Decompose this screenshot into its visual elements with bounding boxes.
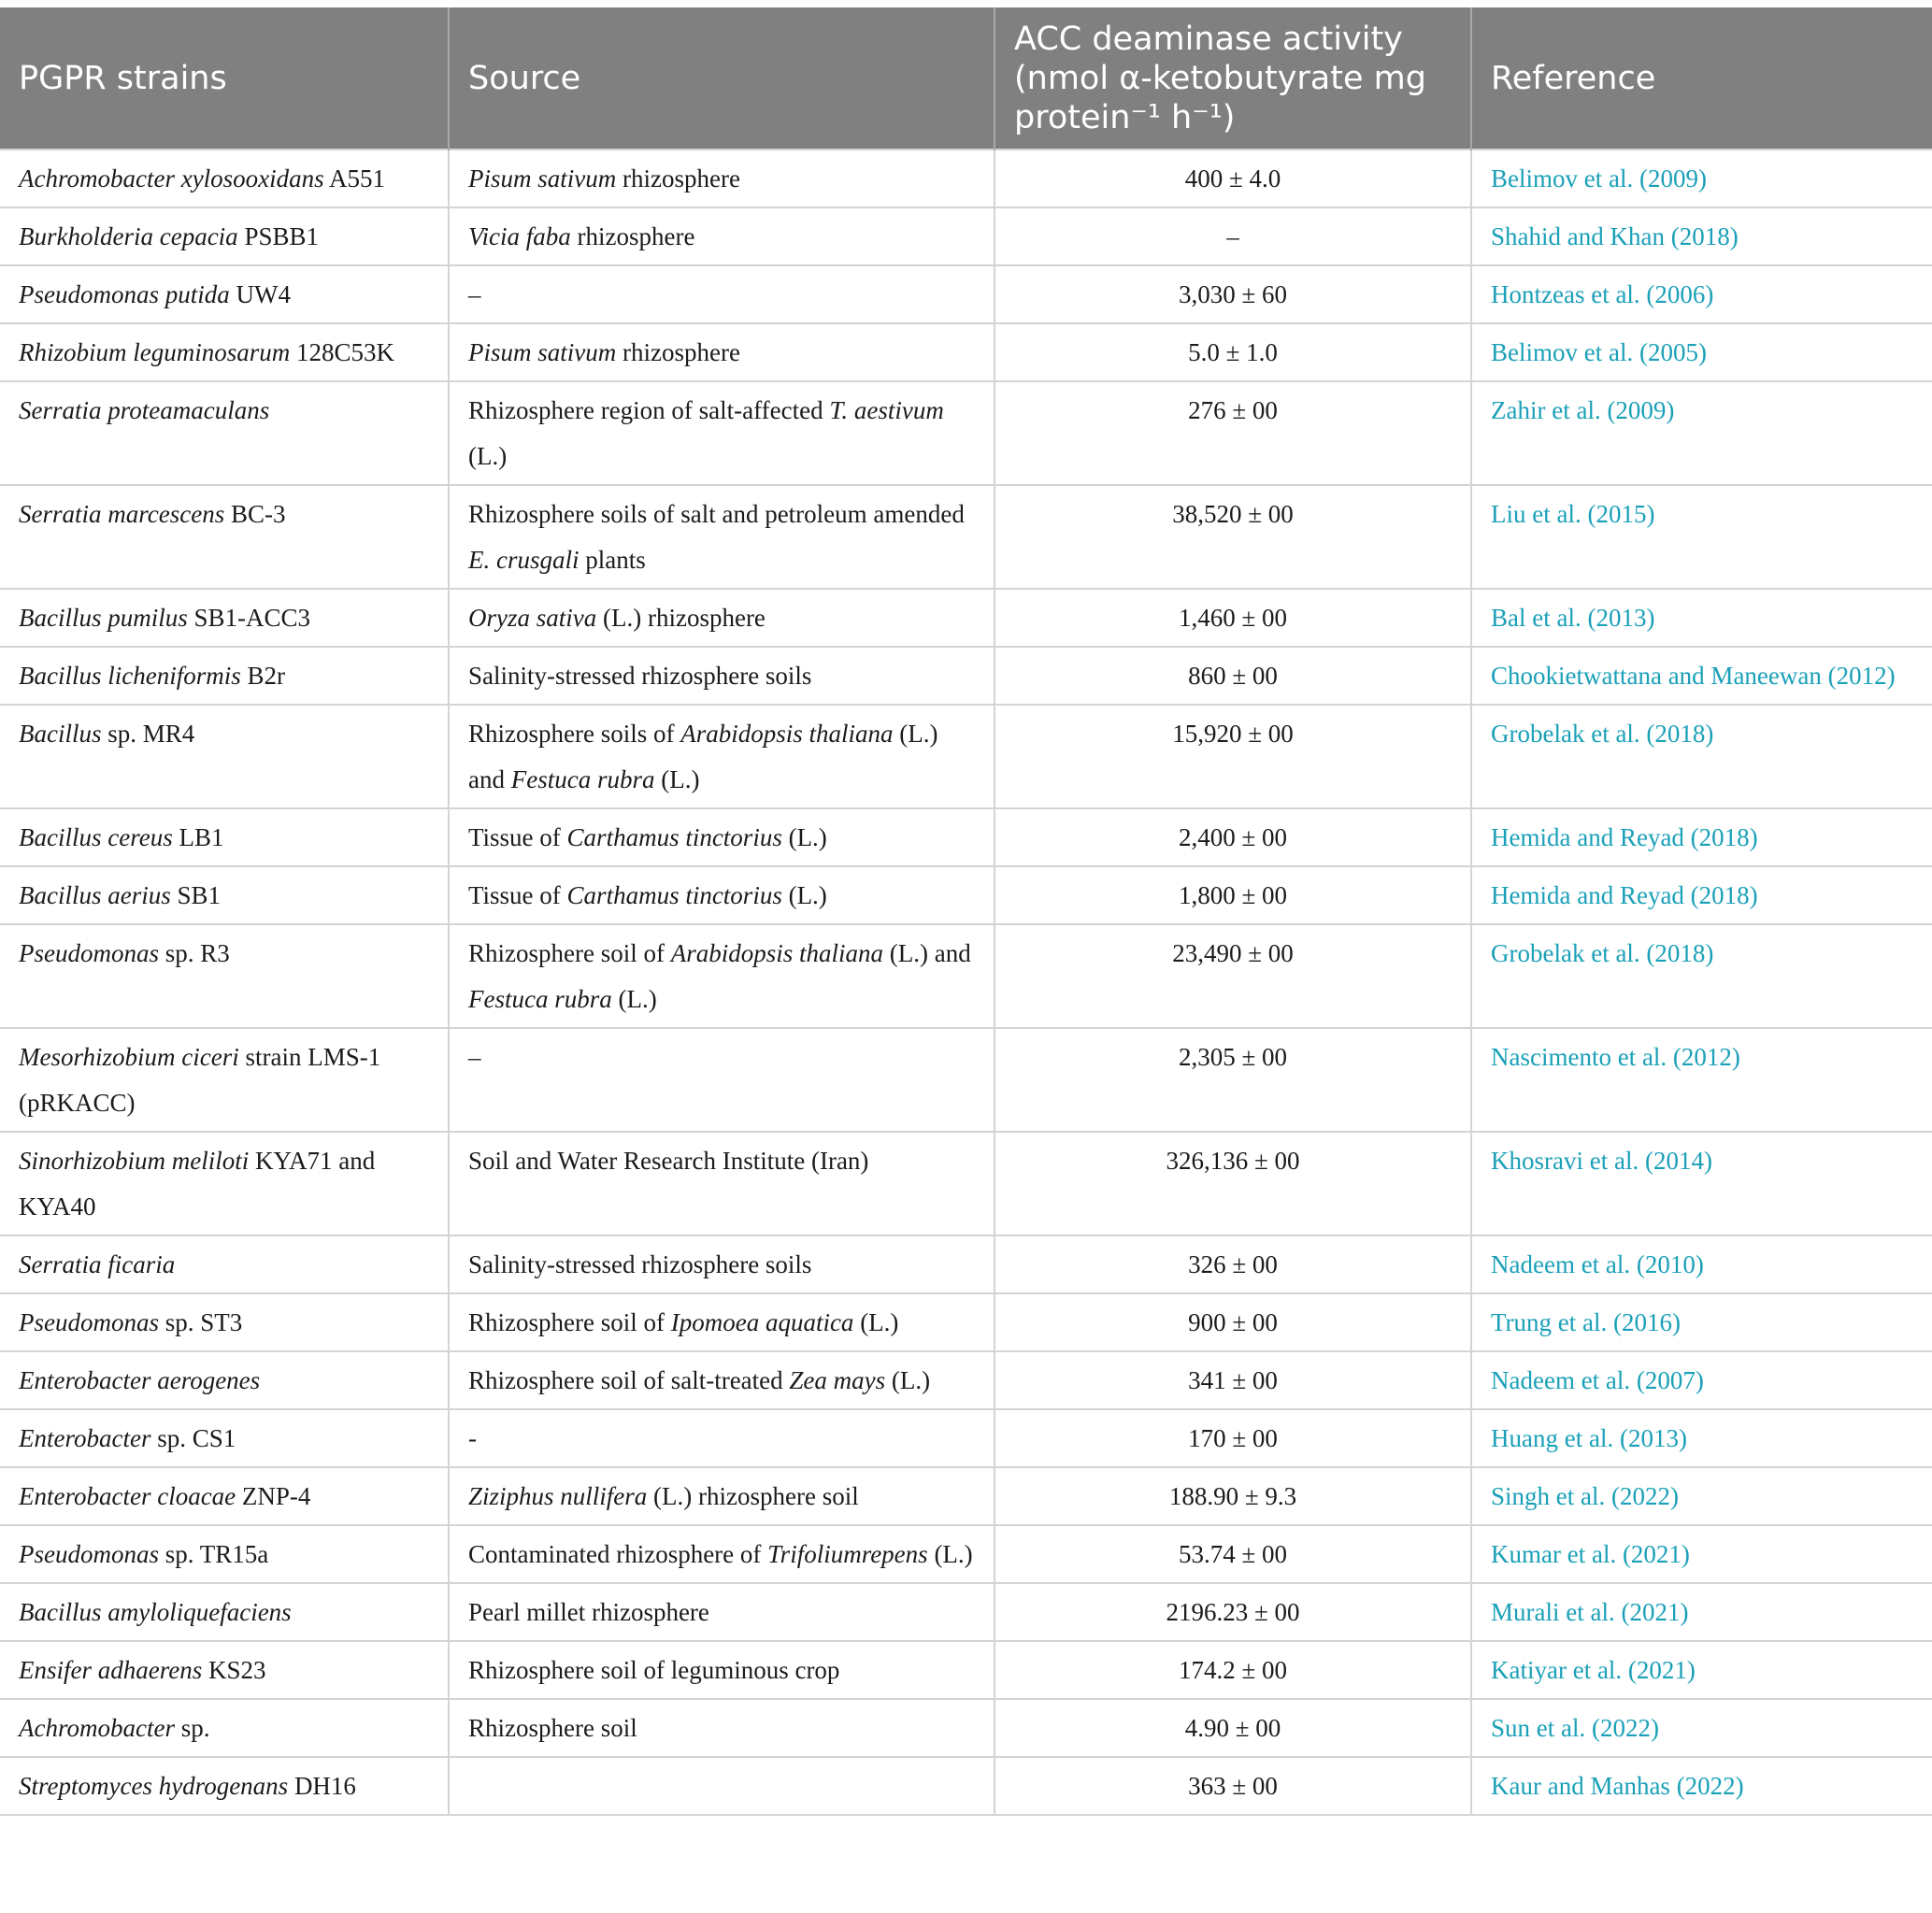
source-text: Rhizosphere soil of [468,939,671,967]
strain-cell [0,323,449,381]
reference-link[interactable]: Sun et al. (2022) [1471,1699,1932,1757]
table-row [0,1028,1932,1132]
source-text: – [468,1043,481,1071]
reference-link[interactable]: Trung et al. (2016) [1471,1293,1932,1351]
reference-link[interactable]: Nadeem et al. (2007) [1471,1351,1932,1409]
source-cell [449,1293,995,1351]
strain-cell [0,589,449,647]
source-cell [449,1028,995,1132]
source-cell [449,1583,995,1641]
source-text: rhizosphere [570,222,695,250]
source-cell [449,1467,995,1525]
strain-cell [0,924,449,1028]
source-text: Rhizosphere region of salt-affected [468,396,830,424]
activity-cell: 900 ± 00 [995,1293,1471,1351]
strain-designation: SB1-ACC3 [187,604,311,632]
strain-species: Enterobacter aerogenes [19,1366,261,1394]
reference-link[interactable]: Zahir et al. (2009) [1471,381,1932,485]
source-text: (L.) [611,985,657,1013]
strain-species: Achromobacter xylosooxidans [19,164,324,193]
strain-species: Rhizobium leguminosarum [19,338,291,366]
source-taxon: Zea mays [789,1366,886,1394]
source-text: (L.) [853,1308,899,1336]
table-row [0,705,1932,808]
strain-species: Pseudomonas putida [19,280,230,308]
strain-species: Bacillus licheniformis [19,662,241,690]
source-taxon: Trifoliumrepens [767,1540,928,1568]
source-text: – [468,280,481,308]
source-text: Rhizosphere soils of [468,720,681,748]
reference-link[interactable]: Liu et al. (2015) [1471,485,1932,589]
source-taxon: T. aestivum [829,396,944,424]
source-cell [449,647,995,705]
reference-link[interactable]: Katiyar et al. (2021) [1471,1641,1932,1699]
header-reference: Reference [1471,7,1932,150]
strain-species: Pseudomonas [19,939,159,967]
source-cell [449,1525,995,1583]
reference-link[interactable]: Singh et al. (2022) [1471,1467,1932,1525]
table-row [0,1235,1932,1293]
table-row [0,381,1932,485]
strain-species: Pseudomonas [19,1540,159,1568]
strain-designation: sp. MR4 [101,720,195,748]
reference-link[interactable]: Huang et al. (2013) [1471,1409,1932,1467]
strain-designation: SB1 [170,881,222,909]
strain-species: Sinorhizobium meliloti [19,1147,250,1175]
activity-cell: 2196.23 ± 00 [995,1583,1471,1641]
strain-cell [0,265,449,323]
source-text: (L.) and [883,939,971,967]
strain-species: Streptomyces hydrogenans [19,1772,289,1800]
strain-cell [0,705,449,808]
strain-species: Serratia ficaria [19,1250,176,1278]
activity-cell: 363 ± 00 [995,1757,1471,1815]
source-cell [449,866,995,924]
table-row [0,1641,1932,1699]
strain-cell [0,1641,449,1699]
strain-species: Enterobacter [19,1424,151,1452]
strain-species: Serratia proteamaculans [19,396,270,424]
strain-cell [0,647,449,705]
reference-link[interactable]: Khosravi et al. (2014) [1471,1132,1932,1235]
source-text: (L.) and [468,720,938,793]
reference-link[interactable]: Hemida and Reyad (2018) [1471,866,1932,924]
activity-cell: 3,030 ± 60 [995,265,1471,323]
strain-species: Bacillus cereus [19,823,173,851]
strain-designation: LB1 [172,823,224,851]
reference-link[interactable]: Shahid and Khan (2018) [1471,207,1932,265]
strain-cell [0,1028,449,1132]
source-cell [449,207,995,265]
header-activity: ACC deaminase activity (nmol α-ketobutyrate mg protein⁻¹ h⁻¹) [995,7,1471,150]
source-text: Salinity-stressed rhizosphere soils [468,1250,812,1278]
source-text: (L.) [781,823,827,851]
source-taxon: Ziziphus nullifera [468,1482,648,1510]
strain-species: Serratia marcescens [19,500,225,528]
table-row [0,1757,1932,1815]
source-taxon: Oryza sativa [468,604,597,632]
source-text: Rhizosphere soil [468,1714,637,1742]
strain-designation: sp. R3 [159,939,230,967]
strain-species: Mesorhizobium ciceri [19,1043,239,1071]
table-row [0,924,1932,1028]
table-row [0,1525,1932,1583]
reference-link[interactable]: Grobelak et al. (2018) [1471,705,1932,808]
source-taxon: Festuca rubra [468,985,612,1013]
source-taxon: Pisum sativum [468,164,617,193]
activity-cell: 4.90 ± 00 [995,1699,1471,1757]
source-text: (L.) [927,1540,973,1568]
activity-cell: – [995,207,1471,265]
source-cell [449,705,995,808]
table-row [0,265,1932,323]
table-row [0,1351,1932,1409]
source-cell [449,1699,995,1757]
source-text: Contaminated rhizosphere of [468,1540,768,1568]
table-row [0,485,1932,589]
source-text: rhizosphere [616,164,740,193]
table-row [0,647,1932,705]
table-row [0,589,1932,647]
source-taxon: Ipomoea aquatica [670,1308,854,1336]
activity-cell: 188.90 ± 9.3 [995,1467,1471,1525]
activity-cell: 2,305 ± 00 [995,1028,1471,1132]
strain-species: Bacillus aerius [19,881,171,909]
header-row [0,7,1932,150]
source-text: (L.) [781,881,827,909]
strain-designation: DH16 [288,1772,356,1800]
activity-cell: 38,520 ± 00 [995,485,1471,589]
activity-cell: 860 ± 00 [995,647,1471,705]
strain-cell [0,150,449,207]
activity-cell: 15,920 ± 00 [995,705,1471,808]
reference-link[interactable]: Nascimento et al. (2012) [1471,1028,1932,1132]
strain-designation: KS23 [202,1656,266,1684]
strain-species: Bacillus pumilus [19,604,188,632]
strain-cell [0,1409,449,1467]
reference-link[interactable]: Bal et al. (2013) [1471,589,1932,647]
strain-cell [0,1235,449,1293]
strain-cell [0,1583,449,1641]
source-text: (L.) [654,765,700,793]
reference-link[interactable]: Grobelak et al. (2018) [1471,924,1932,1028]
source-cell [449,589,995,647]
reference-link[interactable]: Hemida and Reyad (2018) [1471,808,1932,866]
activity-cell: 170 ± 00 [995,1409,1471,1467]
source-taxon: Festuca rubra [510,765,655,793]
strain-cell [0,1757,449,1815]
reference-link[interactable]: Belimov et al. (2005) [1471,323,1932,381]
strain-designation: KYA71 and KYA40 [19,1147,376,1221]
strain-designation: UW4 [229,280,291,308]
source-cell [449,1235,995,1293]
strain-cell [0,1351,449,1409]
strain-species: Bacillus [19,720,102,748]
strain-cell [0,808,449,866]
activity-cell: 341 ± 00 [995,1351,1471,1409]
reference-link[interactable]: Chookietwattana and Maneewan (2012) [1471,647,1932,705]
strain-designation: A551 [323,164,385,193]
strain-cell [0,1132,449,1235]
strain-cell [0,1467,449,1525]
reference-link[interactable]: Kumar et al. (2021) [1471,1525,1932,1583]
strain-cell [0,866,449,924]
source-text: Rhizosphere soil of [468,1308,671,1336]
source-text: (L.) rhizosphere soil [647,1482,859,1510]
strain-species: Enterobacter cloacae [19,1482,236,1510]
strain-designation: strain LMS-1 (pRKACC) [19,1043,381,1117]
source-taxon: Carthamus tinctorius [566,823,782,851]
source-text: Tissue of [468,881,567,909]
source-text: Rhizosphere soil of salt-treated [468,1366,790,1394]
source-text: Tissue of [468,823,567,851]
source-cell [449,808,995,866]
strain-species: Pseudomonas [19,1308,159,1336]
source-taxon: Arabidopsis thaliana [670,939,883,967]
strain-cell [0,207,449,265]
source-cell [449,1351,995,1409]
source-taxon: Vicia faba [468,222,571,250]
activity-cell: 1,460 ± 00 [995,589,1471,647]
source-cell [449,1757,995,1815]
source-cell [449,323,995,381]
source-cell [449,485,995,589]
source-taxon: E. crusgali [468,546,580,574]
reference-link[interactable]: Belimov et al. (2009) [1471,150,1932,207]
activity-cell: 5.0 ± 1.0 [995,323,1471,381]
strain-designation: PSBB1 [237,222,319,250]
strain-designation: sp. CS1 [150,1424,236,1452]
activity-cell: 2,400 ± 00 [995,808,1471,866]
table-row [0,1409,1932,1467]
source-text: Rhizosphere soils of salt and petroleum amended [468,500,965,528]
strain-cell [0,1699,449,1757]
table-row [0,1583,1932,1641]
strain-designation: B2r [240,662,285,690]
source-text: Rhizosphere soil of leguminous crop [468,1656,840,1684]
source-text: rhizosphere [616,338,740,366]
table-row [0,207,1932,265]
activity-cell: 174.2 ± 00 [995,1641,1471,1699]
table-row [0,1467,1932,1525]
strain-designation: ZNP-4 [236,1482,311,1510]
strain-cell [0,1525,449,1583]
reference-link[interactable]: Nadeem et al. (2010) [1471,1235,1932,1293]
reference-link[interactable]: Hontzeas et al. (2006) [1471,265,1932,323]
strain-species: Burkholderia cepacia [19,222,238,250]
source-cell [449,150,995,207]
strain-designation: BC-3 [224,500,286,528]
header-strain: PGPR strains [0,7,449,150]
table-container [0,7,1932,1816]
strain-designation: sp. [174,1714,210,1742]
activity-cell: 23,490 ± 00 [995,924,1471,1028]
table-row [0,1132,1932,1235]
table-row [0,1293,1932,1351]
strain-designation: 128C53K [290,338,395,366]
source-text: Salinity-stressed rhizosphere soils [468,662,812,690]
source-text: (L.) rhizosphere [596,604,766,632]
source-cell [449,381,995,485]
source-text: (L.) [885,1366,931,1394]
source-text: (L.) [468,442,508,470]
table-row [0,808,1932,866]
activity-cell: 400 ± 4.0 [995,150,1471,207]
strain-cell [0,485,449,589]
strain-designation: sp. ST3 [159,1308,243,1336]
header-source: Source [449,7,995,150]
strain-species: Ensifer adhaerens [19,1656,203,1684]
activity-cell: 276 ± 00 [995,381,1471,485]
source-text: Soil and Water Research Institute (Iran) [468,1147,869,1175]
source-taxon: Carthamus tinctorius [566,881,782,909]
source-taxon: Pisum sativum [468,338,617,366]
strain-species: Achromobacter [19,1714,175,1742]
source-cell [449,265,995,323]
reference-link[interactable]: Murali et al. (2021) [1471,1583,1932,1641]
source-taxon: Arabidopsis thaliana [680,720,894,748]
strain-designation: sp. TR15a [159,1540,269,1568]
table-row [0,1699,1932,1757]
source-cell [449,1132,995,1235]
source-cell [449,924,995,1028]
acc-deaminase-table [0,7,1932,1816]
table-row [0,150,1932,207]
activity-cell: 326 ± 00 [995,1235,1471,1293]
source-text: - [468,1424,477,1452]
source-cell [449,1641,995,1699]
table-row [0,323,1932,381]
activity-cell: 326,136 ± 00 [995,1132,1471,1235]
activity-cell: 1,800 ± 00 [995,866,1471,924]
source-text: Pearl millet rhizosphere [468,1598,709,1626]
reference-link[interactable]: Kaur and Manhas (2022) [1471,1757,1932,1815]
strain-species: Bacillus amyloliquefaciens [19,1598,292,1626]
table-row [0,866,1932,924]
strain-cell [0,381,449,485]
strain-cell [0,1293,449,1351]
source-text: plants [579,546,646,574]
activity-cell: 53.74 ± 00 [995,1525,1471,1583]
source-cell [449,1409,995,1467]
